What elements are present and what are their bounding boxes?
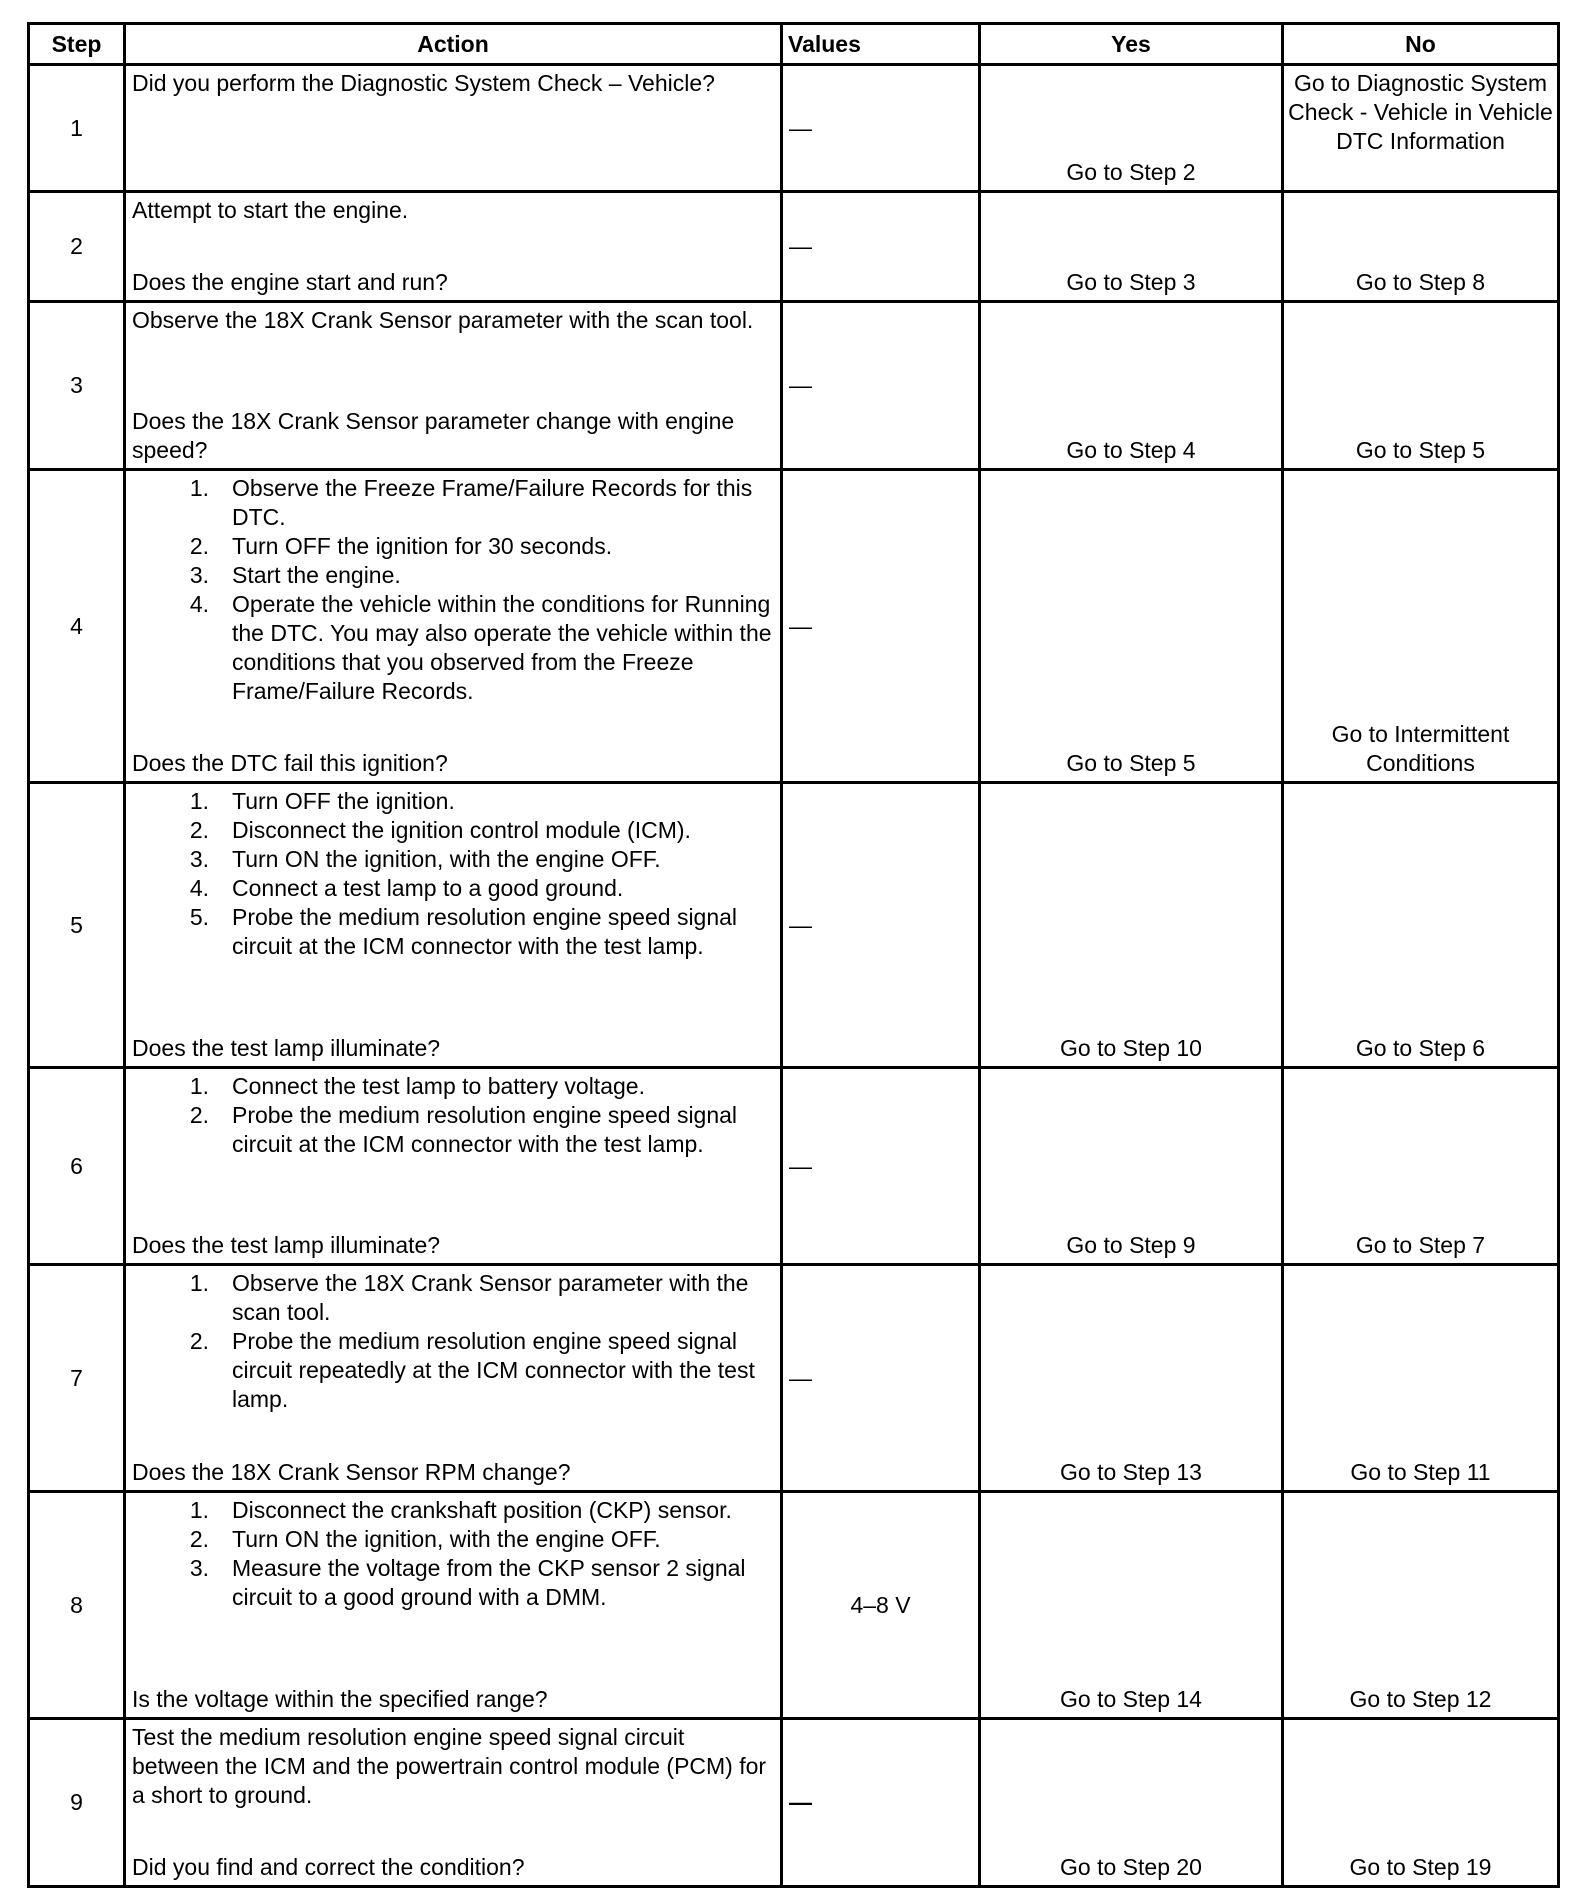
no-cell: Go to Step 7 [1283,1068,1559,1265]
list-item: 4. Connect a test lamp to a good ground. [189,875,624,901]
value-cell: — [782,1068,980,1265]
action-question: Does the DTC fail this ignition? [132,750,448,776]
step-number: 3 [29,302,125,470]
action-cell [125,1068,782,1265]
list-item: 1. Observe the Freeze Frame/Failure Records for this DTC. [189,475,753,530]
action-text: Observe the 18X Crank Sensor parameter with the scan tool. [132,307,754,333]
value-cell: — [782,1719,980,1887]
value-cell: — [782,1265,980,1492]
value-cell: 4–8 V [782,1492,980,1719]
diagnostic-table [27,22,1560,1888]
yes-cell: Go to Step 20 [980,1719,1283,1887]
yes-cell: Go to Step 10 [980,783,1283,1068]
list-item: 3. Turn ON the ignition, with the engine OFF. [189,846,661,872]
action-cell [125,192,782,302]
action-cell [125,783,782,1068]
table-row [29,783,1559,1068]
list-item: 1. Disconnect the crankshaft position (CKP) sensor. [189,1497,732,1523]
action-question: Does the 18X Crank Sensor parameter change with engine speed? [132,408,735,463]
table-row [29,470,1559,783]
list-item: 1. Connect the test lamp to battery voltage. [189,1073,645,1099]
action-question: Does the test lamp illuminate? [132,1035,441,1061]
table-row [29,65,1559,192]
yes-cell: Go to Step 2 [980,65,1283,192]
action-cell [125,1719,782,1887]
header-row [29,24,1559,65]
no-cell: Go to Diagnostic System Check - Vehicle in Vehicle DTC Information [1283,65,1559,192]
step-number: 1 [29,65,125,192]
list-item: 2. Turn OFF the ignition for 30 seconds. [189,533,613,559]
action-text: Did you perform the Diagnostic System Check – Vehicle? [132,70,715,96]
action-cell [125,470,782,783]
action-question: Did you find and correct the condition? [132,1854,525,1880]
action-text: Attempt to start the engine. [132,197,409,223]
value-cell: — [782,192,980,302]
action-text: Test the medium resolution engine speed signal circuit between the ICM and the powertrain control module (PCM) for a short to ground. [132,1724,767,1808]
list-item: 4. Operate the vehicle within the conditions for Running the DTC. You may also operate the vehicle within the conditions that you observed from the Freeze Frame/Failure Records. [189,591,772,704]
action-cell [125,302,782,470]
list-item: 1. Observe the 18X Crank Sensor parameter with the scan tool. [189,1270,749,1325]
step-number: 5 [29,783,125,1068]
step-number: 4 [29,470,125,783]
yes-cell: Go to Step 3 [980,192,1283,302]
header-no: No [1283,24,1559,65]
list-item: 3. Measure the voltage from the CKP sensor 2 signal circuit to a good ground with a DMM. [189,1555,746,1610]
value-cell: — [782,65,980,192]
yes-cell: Go to Step 13 [980,1265,1283,1492]
action-cell [125,1492,782,1719]
action-cell [125,65,782,192]
table-row [29,1068,1559,1265]
no-cell: Go to Step 6 [1283,783,1559,1068]
header-values: Values [782,24,980,65]
no-cell: Go to Intermittent Conditions [1283,470,1559,783]
list-item: 3. Start the engine. [189,562,401,588]
value-cell: — [782,783,980,1068]
value-cell: — [782,302,980,470]
table-row [29,302,1559,470]
action-question: Is the voltage within the specified range? [132,1686,548,1712]
list-item: 2. Probe the medium resolution engine speed signal circuit repeatedly at the ICM connector with the test lamp. [189,1328,755,1412]
action-steps [132,787,774,961]
list-item: 5. Probe the medium resolution engine speed signal circuit at the ICM connector with the test lamp. [189,904,738,959]
yes-cell: Go to Step 4 [980,302,1283,470]
step-number: 2 [29,192,125,302]
list-item: 2. Turn ON the ignition, with the engine OFF. [189,1526,661,1552]
no-cell: Go to Step 5 [1283,302,1559,470]
action-steps [132,1496,774,1612]
step-number: 9 [29,1719,125,1887]
action-question: Does the 18X Crank Sensor RPM change? [132,1459,571,1485]
value-cell: — [782,470,980,783]
no-cell: Go to Step 19 [1283,1719,1559,1887]
step-number: 7 [29,1265,125,1492]
yes-cell: Go to Step 14 [980,1492,1283,1719]
header-action: Action [125,24,782,65]
action-steps [132,1269,774,1414]
action-question: Does the test lamp illuminate? [132,1232,441,1258]
list-item: 2. Disconnect the ignition control module (ICM). [189,817,691,843]
action-cell [125,1265,782,1492]
list-item: 2. Probe the medium resolution engine speed signal circuit at the ICM connector with the test lamp. [189,1102,738,1157]
header-yes: Yes [980,24,1283,65]
no-cell: Go to Step 11 [1283,1265,1559,1492]
action-question: Does the engine start and run? [132,269,448,295]
yes-cell: Go to Step 9 [980,1068,1283,1265]
table-row [29,1265,1559,1492]
yes-cell: Go to Step 5 [980,470,1283,783]
step-number: 6 [29,1068,125,1265]
table-row [29,192,1559,302]
list-item: 1. Turn OFF the ignition. [189,788,455,814]
step-number: 8 [29,1492,125,1719]
action-steps [132,474,774,706]
table-row [29,1719,1559,1887]
no-cell: Go to Step 8 [1283,192,1559,302]
no-cell: Go to Step 12 [1283,1492,1559,1719]
action-steps [132,1072,774,1159]
table-row [29,1492,1559,1719]
header-step: Step [29,24,125,65]
